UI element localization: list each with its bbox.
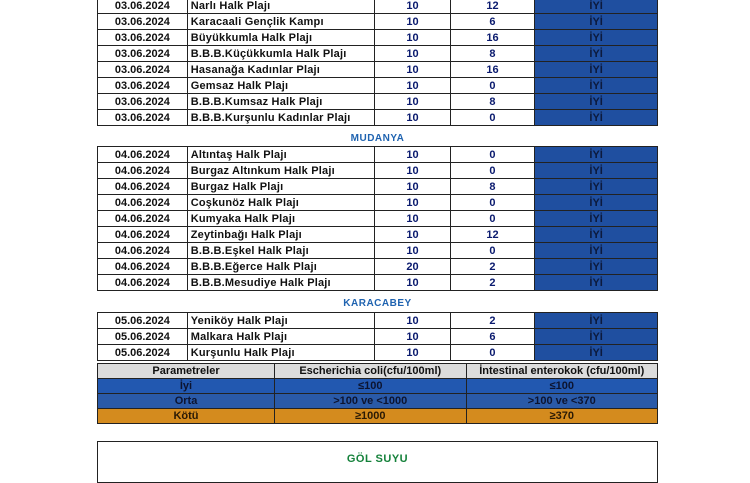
table-row [98,14,658,30]
table-row [98,163,658,179]
table-row [98,243,658,259]
status-cell: İYİ [535,345,658,361]
legend-row-bad [98,409,658,424]
date-cell: 04.06.2024 [98,179,188,195]
status-cell: İYİ [535,227,658,243]
beach-name-cell: Kurşunlu Halk Plajı [187,345,375,361]
legend-header-row [98,364,658,379]
ecoli-value-cell: 10 [375,211,450,227]
beach-name-cell: B.B.B.Eğerce Halk Plajı [187,259,375,275]
table-row [98,345,658,361]
date-cell: 03.06.2024 [98,30,188,46]
legend-medium-ecoli: >100 ve <1000 [275,394,467,409]
enterococci-value-cell: 12 [450,227,535,243]
legend-medium-enterococci: >100 ve <370 [466,394,658,409]
date-cell: 04.06.2024 [98,275,188,291]
enterococci-value-cell: 6 [450,329,535,345]
lake-water-title: GÖL SUYU [346,453,409,465]
legend-good-ecoli: ≤100 [275,379,467,394]
table-row [98,147,658,163]
ecoli-value-cell: 10 [375,14,450,30]
enterococci-value-cell: 2 [450,259,535,275]
date-cell: 03.06.2024 [98,94,188,110]
date-cell: 04.06.2024 [98,259,188,275]
table-row [98,46,658,62]
date-cell: 05.06.2024 [98,313,188,329]
date-cell: 03.06.2024 [98,46,188,62]
beach-table-group-1 [97,0,658,126]
beach-name-cell: B.B.B.Küçükkumla Halk Plajı [187,46,375,62]
legend-bad-enterococci: ≥370 [466,409,658,424]
date-cell: 03.06.2024 [98,14,188,30]
beach-name-cell: B.B.B.Mesudiye Halk Plajı [187,275,375,291]
status-cell: İYİ [535,179,658,195]
ecoli-value-cell: 10 [375,94,450,110]
enterococci-value-cell: 2 [450,275,535,291]
legend-header-ecoli: Escherichia coli(cfu/100ml) [275,364,467,379]
ecoli-value-cell: 10 [375,345,450,361]
beach-name-cell: Burgaz Altınkum Halk Plajı [187,163,375,179]
enterococci-value-cell: 16 [450,30,535,46]
region-title-mudanya: MUDANYA [350,133,405,144]
table-row [98,62,658,78]
status-cell: İYİ [535,163,658,179]
legend-good-enterococci: ≤100 [466,379,658,394]
enterococci-value-cell: 0 [450,163,535,179]
enterococci-value-cell: 0 [450,345,535,361]
ecoli-value-cell: 10 [375,163,450,179]
beach-name-cell: Büyükkumla Halk Plajı [187,30,375,46]
date-cell: 04.06.2024 [98,195,188,211]
ecoli-value-cell: 10 [375,179,450,195]
date-cell: 04.06.2024 [98,211,188,227]
legend-row-medium [98,394,658,409]
ecoli-value-cell: 10 [375,78,450,94]
status-cell: İYİ [535,211,658,227]
beach-name-cell: Altıntaş Halk Plajı [187,147,375,163]
legend-header-parameters: Parametreler [98,364,275,379]
table-row [98,211,658,227]
status-cell: İYİ [535,110,658,126]
ecoli-value-cell: 10 [375,62,450,78]
table-row [98,0,658,14]
date-cell: 04.06.2024 [98,227,188,243]
beach-name-cell: B.B.B.Kumsaz Halk Plajı [187,94,375,110]
beach-name-cell: B.B.B.Kurşunlu Kadınlar Plajı [187,110,375,126]
legend-bad-label: Kötü [98,409,275,424]
status-cell: İYİ [535,14,658,30]
table-row [98,78,658,94]
ecoli-value-cell: 20 [375,259,450,275]
beach-name-cell: Karacaali Gençlik Kampı [187,14,375,30]
enterococci-value-cell: 0 [450,211,535,227]
status-cell: İYİ [535,313,658,329]
enterococci-value-cell: 0 [450,78,535,94]
enterococci-value-cell: 0 [450,110,535,126]
status-cell: İYİ [535,329,658,345]
beach-name-cell: Yeniköy Halk Plajı [187,313,375,329]
status-cell: İYİ [535,195,658,211]
table-row [98,275,658,291]
legend-medium-label: Orta [98,394,275,409]
date-cell: 04.06.2024 [98,163,188,179]
table-row [98,313,658,329]
enterococci-value-cell: 12 [450,0,535,14]
date-cell: 03.06.2024 [98,78,188,94]
ecoli-value-cell: 10 [375,329,450,345]
ecoli-value-cell: 10 [375,227,450,243]
ecoli-value-cell: 10 [375,110,450,126]
status-cell: İYİ [535,94,658,110]
beach-name-cell: Zeytinbağı Halk Plajı [187,227,375,243]
status-cell: İYİ [535,275,658,291]
date-cell: 03.06.2024 [98,110,188,126]
date-cell: 05.06.2024 [98,329,188,345]
beach-name-cell: Narlı Halk Plajı [187,0,375,14]
enterococci-value-cell: 0 [450,195,535,211]
ecoli-value-cell: 10 [375,0,450,14]
beach-name-cell: Hasanağa Kadınlar Plajı [187,62,375,78]
status-cell: İYİ [535,0,658,14]
date-cell: 03.06.2024 [98,62,188,78]
status-cell: İYİ [535,62,658,78]
beach-name-cell: Burgaz Halk Plajı [187,179,375,195]
table-row [98,195,658,211]
status-cell: İYİ [535,78,658,94]
date-cell: 03.06.2024 [98,0,188,14]
ecoli-value-cell: 10 [375,275,450,291]
ecoli-value-cell: 10 [375,243,450,259]
beach-table-mudanya [97,146,658,291]
enterococci-value-cell: 2 [450,313,535,329]
date-cell: 04.06.2024 [98,243,188,259]
beach-name-cell: Malkara Halk Plajı [187,329,375,345]
table-row [98,94,658,110]
ecoli-value-cell: 10 [375,195,450,211]
date-cell: 05.06.2024 [98,345,188,361]
legend-bad-ecoli: ≥1000 [275,409,467,424]
beach-table-karacabey [97,312,658,361]
table-row [98,329,658,345]
status-cell: İYİ [535,30,658,46]
enterococci-value-cell: 16 [450,62,535,78]
enterococci-value-cell: 0 [450,147,535,163]
enterococci-value-cell: 0 [450,243,535,259]
parameter-legend-table [97,363,658,424]
beach-name-cell: B.B.B.Eşkel Halk Plajı [187,243,375,259]
beach-name-cell: Gemsaz Halk Plajı [187,78,375,94]
ecoli-value-cell: 10 [375,46,450,62]
date-cell: 04.06.2024 [98,147,188,163]
region-title-karacabey: KARACABEY [343,298,412,309]
enterococci-value-cell: 8 [450,94,535,110]
status-cell: İYİ [535,147,658,163]
table-row [98,259,658,275]
beach-name-cell: Kumyaka Halk Plajı [187,211,375,227]
enterococci-value-cell: 6 [450,14,535,30]
status-cell: İYİ [535,243,658,259]
legend-good-label: İyi [98,379,275,394]
legend-row-good [98,379,658,394]
enterococci-value-cell: 8 [450,46,535,62]
ecoli-value-cell: 10 [375,30,450,46]
status-cell: İYİ [535,259,658,275]
table-row [98,179,658,195]
enterococci-value-cell: 8 [450,179,535,195]
ecoli-value-cell: 10 [375,147,450,163]
legend-header-enterococci: İntestinal enterokok (cfu/100ml) [466,364,658,379]
table-row [98,30,658,46]
beach-name-cell: Coşkunöz Halk Plajı [187,195,375,211]
status-cell: İYİ [535,46,658,62]
table-row [98,110,658,126]
lake-water-section [97,441,658,483]
ecoli-value-cell: 10 [375,313,450,329]
table-row [98,227,658,243]
